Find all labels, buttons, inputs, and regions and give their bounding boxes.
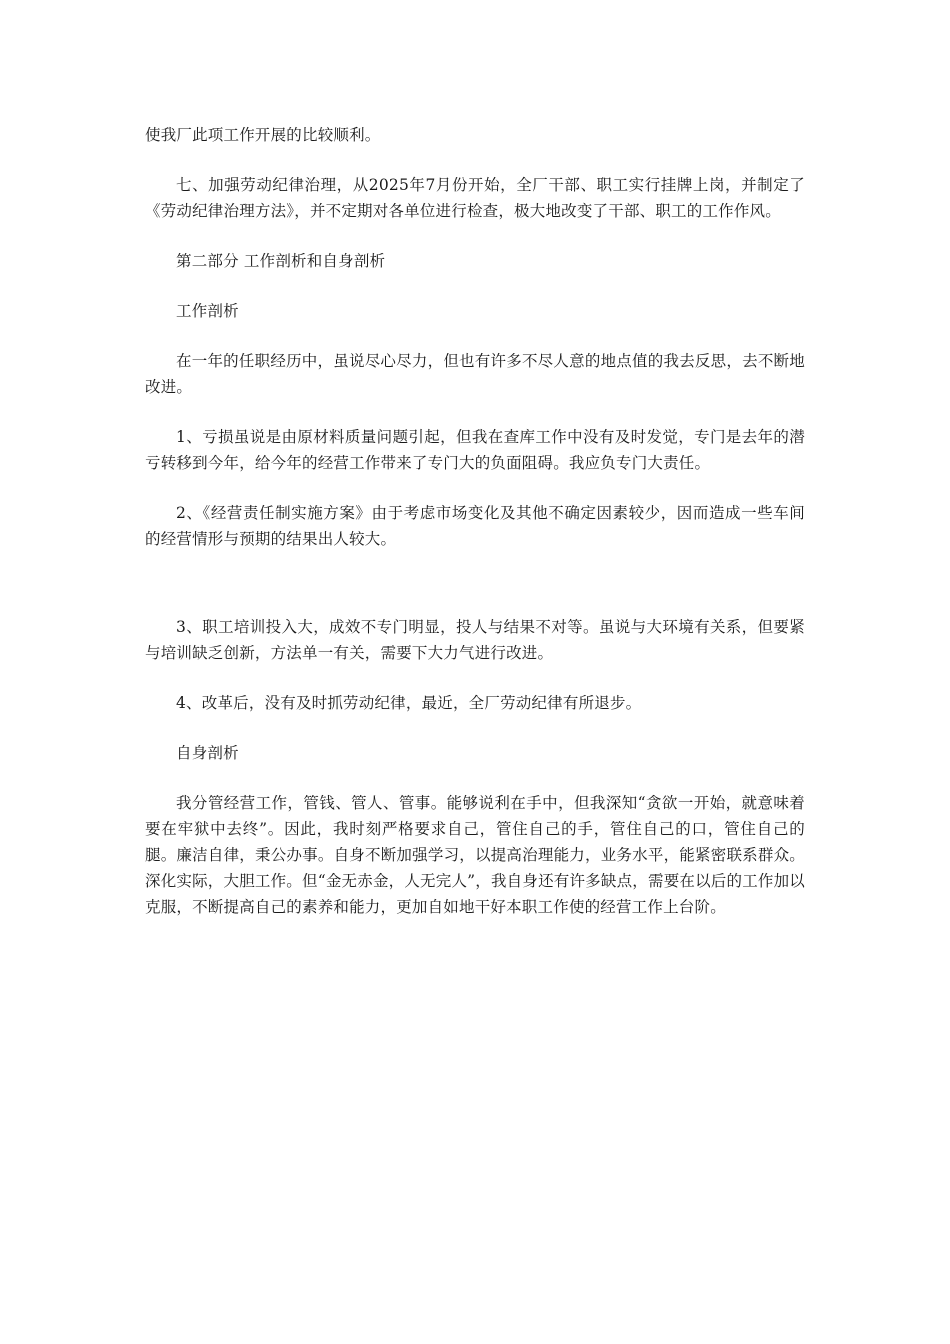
paragraph-gap xyxy=(145,666,805,690)
paragraph-item-4: 4、改革后，没有及时抓劳动纪律，最近，全厂劳动纪律有所退步。 xyxy=(176,694,642,712)
document-body xyxy=(145,122,805,920)
paragraph-gap xyxy=(145,476,805,500)
paragraph-gap xyxy=(145,274,805,298)
subheading-work-analysis: 工作剖析 xyxy=(176,302,239,320)
paragraph-item-1: 1、亏损虽说是由原材料质量问题引起，但我在查库工作中没有及时发觉，专门是去年的潜亏转移到今年，给今年的经营工作带来了专门大的负面阻碍。我应负专门大责任。 xyxy=(145,428,805,472)
paragraph-intro-reflection: 在一年的任职经历中，虽说尽心尽力，但也有许多不尽人意的地点值的我去反思，去不断地改进。 xyxy=(145,352,805,396)
paragraph-item-3: 3、职工培训投入大，成效不专门明显，投人与结果不对等。虽说与大环境有关系，但要紧与培训缺乏创新，方法单一有关，需要下大力气进行改进。 xyxy=(145,618,805,662)
paragraph-item-2: 2、《经营责任制实施方案》由于考虑市场变化及其他不确定因素较少，因而造成一些车间的经营情形与预期的结果出人较大。 xyxy=(145,504,805,548)
paragraph-gap xyxy=(145,716,805,740)
paragraph-continuation: 使我厂此项工作开展的比较顺利。 xyxy=(145,126,381,144)
paragraph-gap xyxy=(145,400,805,424)
paragraph-gap xyxy=(145,224,805,248)
paragraph-gap-large xyxy=(145,552,805,614)
paragraph-self-analysis: 我分管经营工作，管钱、管人、管事。能够说利在手中，但我深知“贪欲一开始，就意味着要在牢狱中去终”。因此，我时刻严格要求自己，管住自己的手，管住自己的口，管住自己的腿。廉洁自律，秉公办事。自身不断加强学习，以提高治理能力，业务水平，能紧密联系群众。深化实际，大胆工作。但“金无赤金，人无完人”，我自身还有许多缺点，需要在以后的工作加以克服，不断提高自己的素养和能力，更加自如地干好本职工作使的经营工作上台阶。 xyxy=(145,794,805,916)
paragraph-gap xyxy=(145,766,805,790)
paragraph-gap xyxy=(145,324,805,348)
paragraph-gap xyxy=(145,148,805,172)
subheading-self-analysis: 自身剖析 xyxy=(176,744,239,762)
section-heading-part-two: 第二部分 工作剖析和自身剖析 xyxy=(176,252,386,270)
paragraph-labor-discipline: 七、加强劳动纪律治理，从2025年7月份开始，全厂干部、职工实行挂牌上岗，并制定了《劳动纪律治理方法》，并不定期对各单位进行检查，极大地改变了干部、职工的工作作风。 xyxy=(145,176,805,220)
